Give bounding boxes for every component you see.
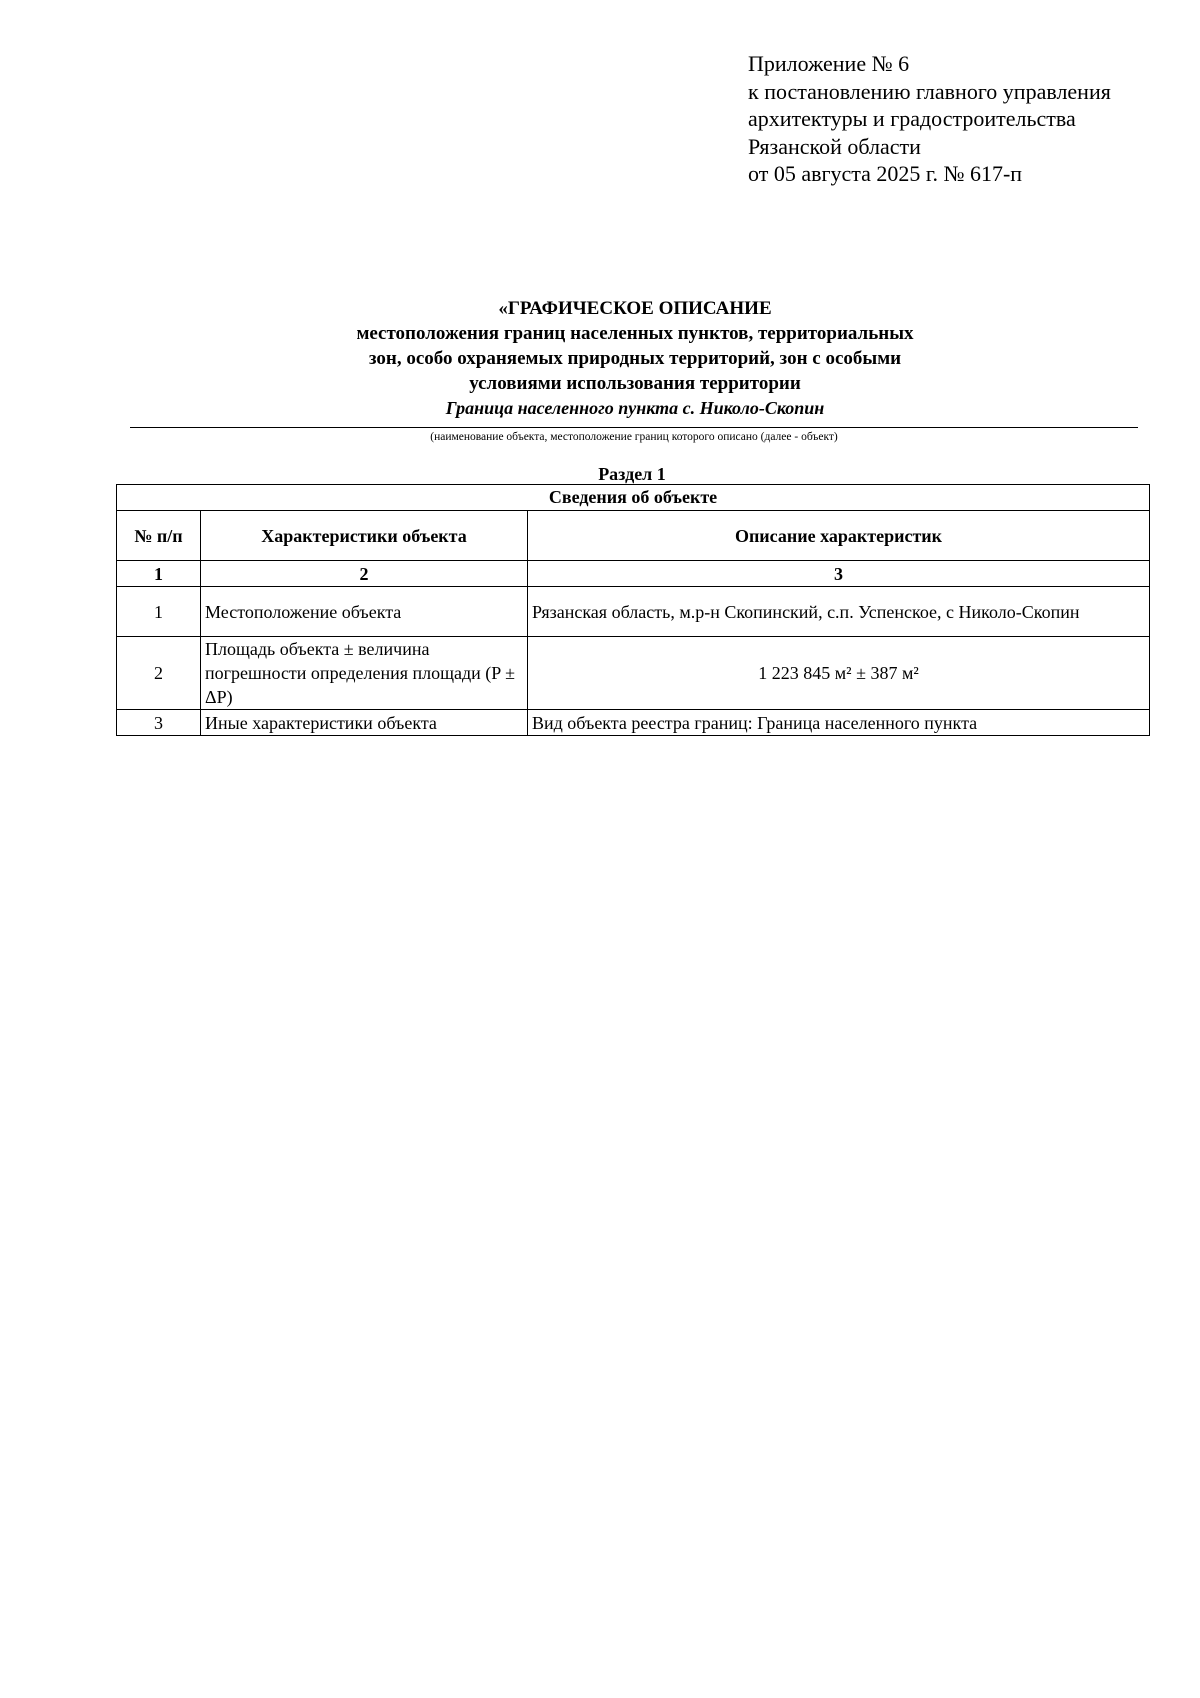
column-number-row [117,561,1150,587]
row-3-characteristic: Иные характеристики объекта [201,710,528,736]
object-name-underline [130,427,1138,428]
row-3-description: Вид объекта реестра границ: Граница населенного пункта [528,710,1150,736]
row-1-description: Рязанская область, м.р-н Скопинский, с.п. Успенское, с Николо-Скопин [528,587,1150,637]
header-num: № п/п [117,511,201,561]
document-title [130,296,1140,420]
row-2-num: 2 [117,637,201,710]
appendix-line-4: Рязанской области [748,133,921,159]
object-info-table [116,484,1150,736]
table-caption-row [117,485,1150,511]
column-number-2: 2 [201,561,528,587]
header-description: Описание характеристик [528,511,1150,561]
table-row [117,587,1150,637]
title-line-1: «ГРАФИЧЕСКОЕ ОПИСАНИЕ [498,298,772,319]
section-title: Раздел 1 [598,464,666,484]
row-3-num: 3 [117,710,201,736]
column-number-1: 1 [117,561,201,587]
appendix-line-1: Приложение № 6 [748,51,910,76]
row-1-num: 1 [117,587,201,637]
object-name-caption: (наименование объекта, местоположение границ которого описано (далее - объект) [430,431,838,443]
appendix-line-5: от 05 августа 2025 г. № 617-п [748,161,1023,186]
table-row [117,637,1150,710]
title-line-3: зон, особо охраняемых природных территорий, зон с особыми [368,348,902,369]
table-row [117,710,1150,736]
column-number-3: 3 [528,561,1150,587]
appendix-line-3: архитектуры и градостроительства [748,106,1076,131]
header-characteristic: Характеристики объекта [201,511,528,561]
appendix-line-2: к постановлению главного управления [748,78,1111,104]
row-1-characteristic: Местоположение объекта [201,587,528,637]
title-line-2: местоположения границ населенных пунктов, территориальных [356,323,914,344]
appendix-block [748,50,1111,188]
row-2-characteristic: Площадь объекта ± величина погрешности определения площади (P ± ΔP) [201,637,528,710]
table-header-row [117,511,1150,561]
object-name: Граница населенного пункта с. Николо-Скопин [445,398,825,418]
row-2-description: 1 223 845 м² ± 387 м² [528,637,1150,710]
table-caption: Сведения об объекте [117,485,1150,511]
title-line-4: условиями использования территории [469,373,801,394]
